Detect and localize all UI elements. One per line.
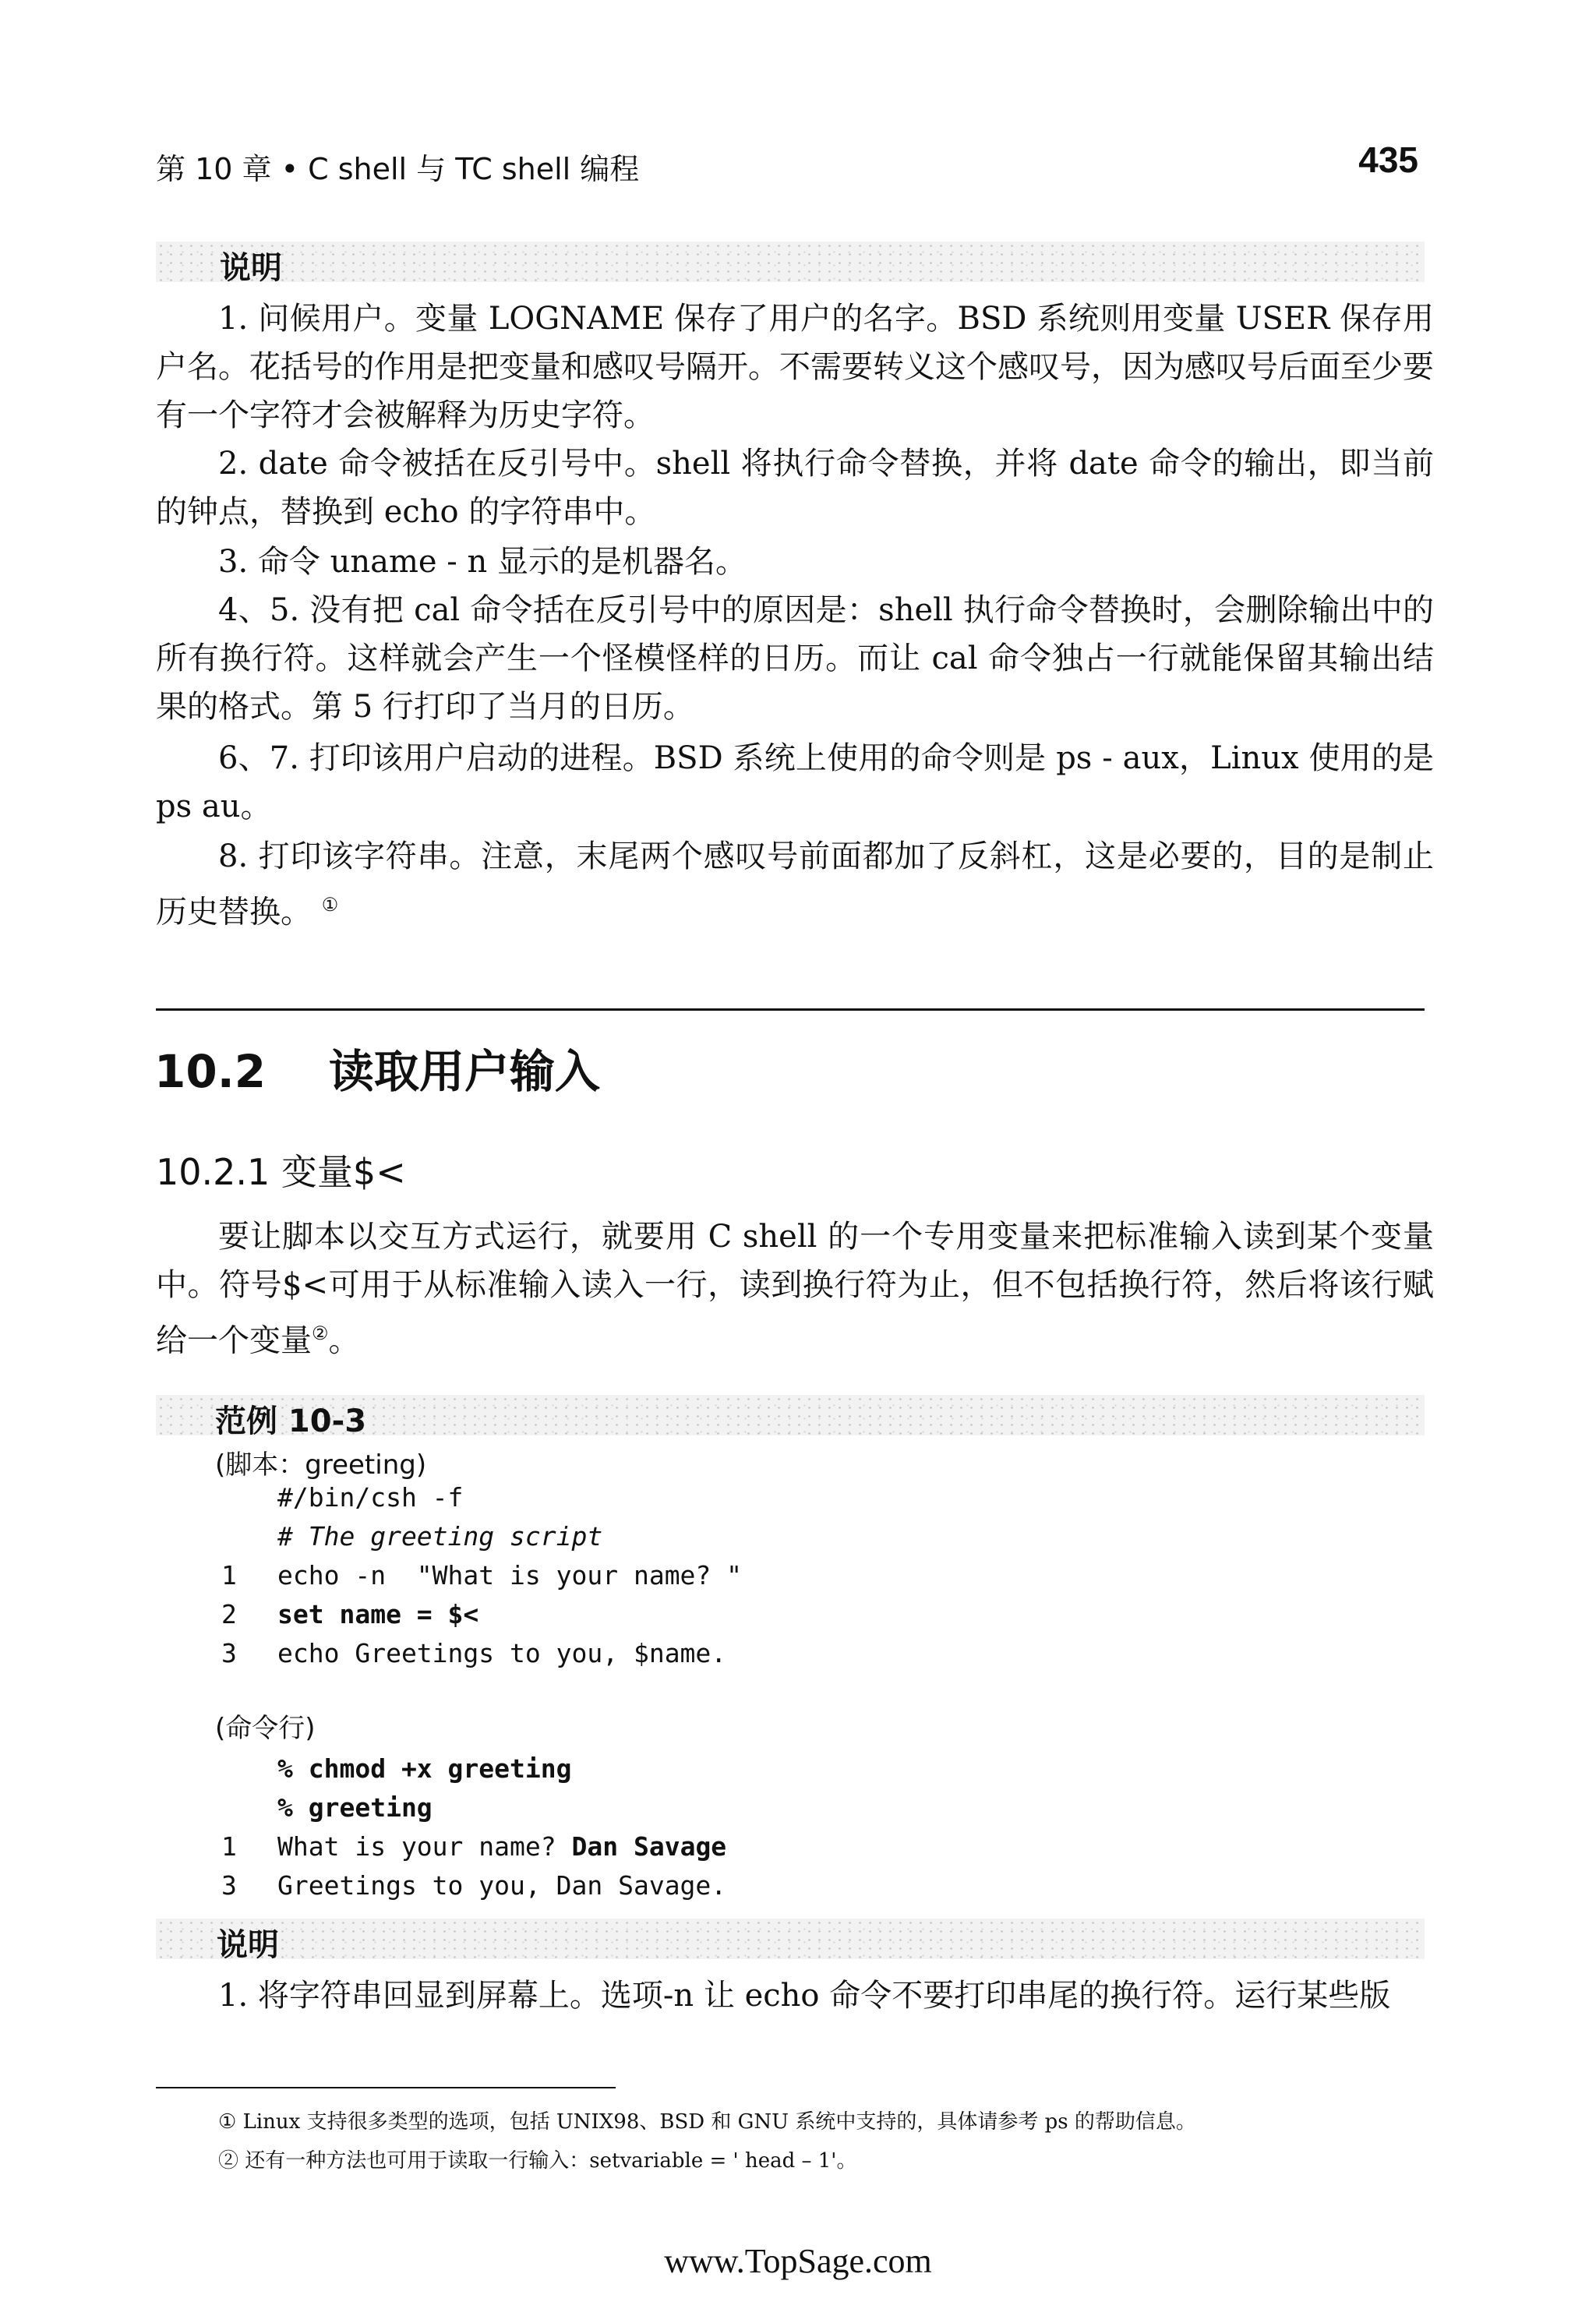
footnote-ref-2: ②	[312, 1322, 329, 1344]
explanation-item-2: 2. date 命令被括在反引号中。shell 将执行命令替换，并将 date 命令的输出，即当前的钟点，替换到 echo 的字符串中。	[156, 446, 1434, 530]
output-line: What is your name? Dan Savage	[277, 1831, 727, 1862]
line-number: 1	[221, 1831, 237, 1862]
user-input: Dan Savage	[571, 1831, 727, 1862]
explanation-label: 说明	[220, 250, 282, 286]
output-line: Greetings to you, Dan Savage.	[277, 1870, 727, 1901]
line-number: 1	[221, 1560, 237, 1590]
section-divider	[156, 1008, 1425, 1011]
footnote: ② 还有一种方法也可用于读取一行输入：setvariable = ' head – 1'。	[218, 2149, 857, 2173]
footnote-ref-1: ①	[321, 894, 339, 916]
code-comment: # The greeting script	[277, 1521, 603, 1552]
line-number: 3	[221, 1638, 237, 1668]
subsection-title: 10.2.1 变量$<	[156, 1151, 406, 1193]
command-line-header: (命令行)	[215, 1713, 316, 1744]
code-line: echo Greetings to you, $name.	[277, 1638, 727, 1668]
script-header: (脚本：greeting)	[215, 1449, 427, 1481]
explanation-band	[156, 1919, 1425, 1959]
explanation-band	[156, 242, 1425, 282]
section-intro: 要让脚本以交互方式运行，就要用 C shell 的一个专用变量来把标准输入读到某个变量中。符号$<可用于从标准输入读入一行，读到换行符为止，但不包括换行符，然后将该行赋给一个变量②。	[156, 1219, 1434, 1359]
explanation-item-6-7: 6、7. 打印该用户启动的进程。BSD 系统上使用的命令则是 ps - aux，Linux 使用的是 ps au。	[156, 740, 1434, 824]
footer-url: www.TopSage.com	[664, 2242, 932, 2280]
line-number: 3	[221, 1870, 237, 1901]
example-label: 范例 10-3	[215, 1403, 367, 1439]
page-number: 435	[1358, 139, 1418, 180]
explanation-item-4-5: 4、5. 没有把 cal 命令括在反引号中的原因是：shell 执行命令替换时，会删除输出中的所有换行符。这样就会产生一个怪模怪样的日历。而让 cal 命令独占一行就能保留其输出结果的格式。第 5 行打印了当月的日历。	[156, 592, 1434, 725]
explanation-label: 说明	[217, 1927, 279, 1963]
code-line: #/bin/csh -f	[277, 1482, 464, 1513]
command-line: % greeting	[277, 1792, 433, 1823]
line-number: 2	[221, 1599, 237, 1629]
section-title: 10.2 读取用户输入	[154, 1045, 600, 1098]
running-header: 第 10 章 • C shell 与 TC shell 编程	[156, 152, 640, 186]
explanation-item-8: 8. 打印该字符串。注意，末尾两个感叹号前面都加了反斜杠，这是必要的，目的是制止历史替换。 ①	[156, 838, 1434, 930]
command-line: % chmod +x greeting	[277, 1753, 572, 1784]
footnote-rule	[156, 2087, 616, 2088]
explanation-item-3: 3. 命令 uname - n 显示的是机器名。	[218, 544, 747, 580]
explanation-item-1: 1. 问候用户。变量 LOGNAME 保存了用户的名字。BSD 系统则用变量 USER 保存用户名。花括号的作用是把变量和感叹号隔开。不需要转义这个感叹号，因为感叹号后面至少要有一个字符才会被解释为历史字符。	[156, 301, 1434, 433]
code-line: echo -n "What is your name? "	[277, 1560, 743, 1590]
explanation-item-1: 1. 将字符串回显到屏幕上。选项-n 让 echo 命令不要打印串尾的换行符。运行某些版	[218, 1978, 1391, 2014]
code-line: set name = $<	[277, 1599, 479, 1629]
footnote: ① Linux 支持很多类型的选项，包括 UNIX98、BSD 和 GNU 系统中支持的，具体请参考 ps 的帮助信息。	[218, 2110, 1196, 2134]
